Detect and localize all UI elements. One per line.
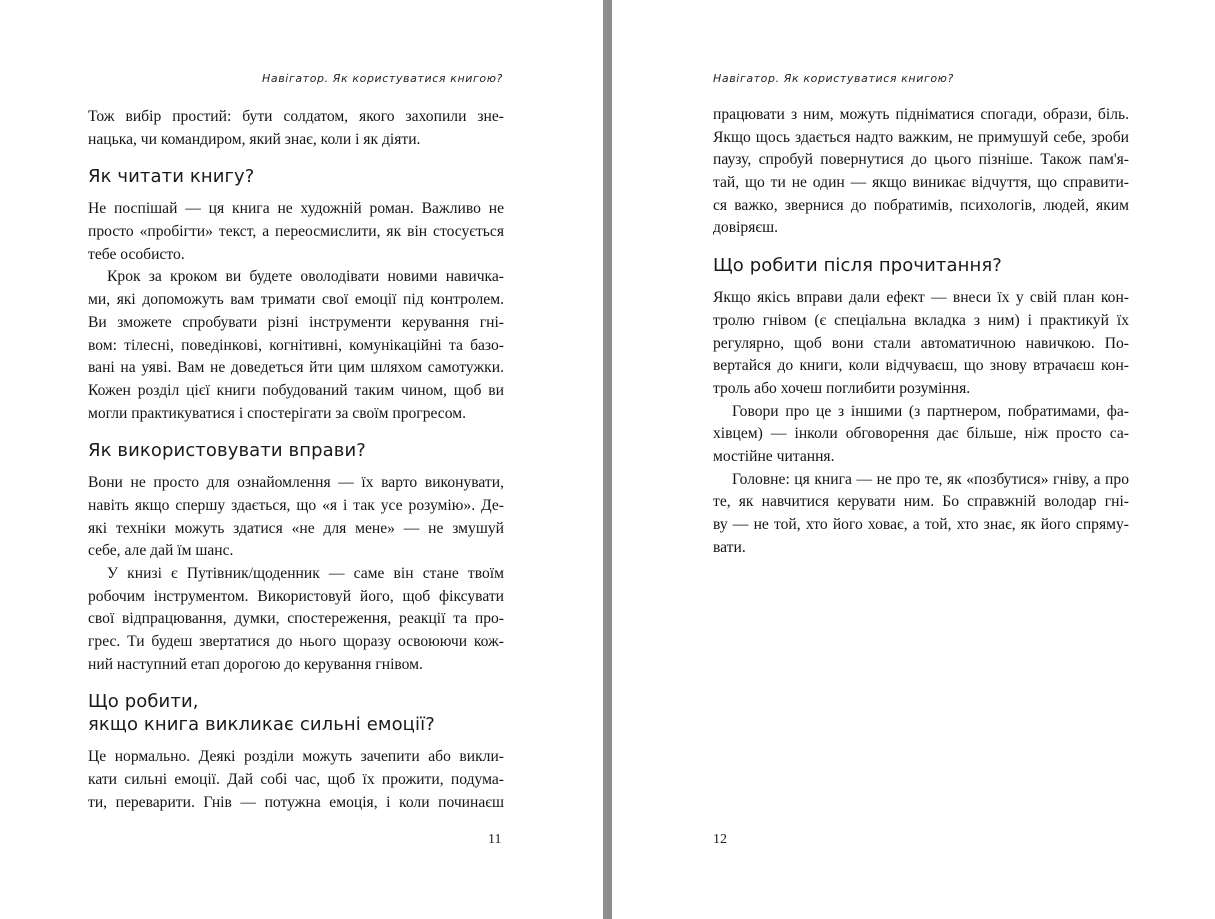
text-line: вати. [713,538,746,556]
paragraph [88,198,504,266]
right-page [612,0,1215,919]
text-line: робочим інструментом. Використовуй його, щоб фіксувати [88,587,504,605]
text-line: мостійне читання. [713,447,835,465]
text-line: себе, але дай їм шанс. [88,542,234,560]
text-line: грес. Ти будеш звертатися до нього щоразу освоюючи кож- [88,633,504,651]
left-page-body [88,106,504,815]
text-line: регулярно, щоб вони стали автоматичною навичкою. По- [713,334,1129,352]
text-line: ти, переварити. Гнів — потужна емоція, і коли починаєш [88,793,504,811]
page-number: 12 [713,832,727,847]
text-line: Вони не просто для ознайомлення — їх варто виконувати, [88,474,504,492]
text-line: ся важко, звернися до побратимів, психологів, людей, яким [713,196,1129,214]
paragraph [88,563,504,676]
text-line: ву — не той, хто його ховає, а той, хто знає, як його спряму- [713,516,1129,533]
text-line: Це нормально. Деякі розділи можуть зачепити або викли- [88,748,504,766]
paragraph [713,469,1129,560]
text-line: троль або хочеш поглибити розуміння. [713,379,971,397]
running-head: Навігатор. Як користуватися книгою? [262,72,503,85]
text-line: Крок за кроком ви будете оволодівати новими навичка- [107,268,504,286]
paragraph [88,266,504,425]
text-line: просто «пробігти» текст, а переосмислити, як він стосується [88,223,504,241]
text-line: Якщо щось здається надто важким, не примушуй себе, зроби [713,128,1129,146]
paragraph [88,746,504,814]
text-line: паузу, спробуй повернутися до цього пізніше. Також пам'я- [713,151,1129,169]
section-heading: Що робити після прочитання? [713,255,1002,277]
text-line: працювати з ним, можуть підніматися спогади, образи, біль. [713,106,1129,123]
text-line: У книзі є Путівник/щоденник — саме він стане твоїм [107,565,504,582]
section-heading-line: якщо книга викликає сильні емоції? [88,714,435,736]
text-line: свої відпрацювання, думки, спостереження, реакції та про- [88,610,504,628]
text-line: ний наступний етап дорогою до керування гнівом. [88,655,423,673]
paragraph [713,401,1129,469]
text-line: Головне: ця книга — не про те, як «позбутися» гніву, а про [732,470,1129,488]
text-line: довіряєш. [713,219,778,237]
text-line: Тож вибір простий: бути солдатом, якого захопили зне- [88,108,504,125]
paragraph [713,287,1129,400]
text-line: Ви зможете спробувати різні інструменти керування гні- [88,313,504,331]
text-line: хівцем) — інколи обговорення дає більше, ніж просто са- [713,425,1129,443]
text-line: тай, що ти не один — якщо виникає відчуття, що справити- [713,174,1129,192]
text-line: вертайся до книги, коли відчуваєш, що знову втрачаєш кон- [713,357,1129,375]
book-spine-divider [603,0,612,919]
section-heading: Як читати книгу? [88,166,255,188]
running-head: Навігатор. Як користуватися книгою? [713,72,954,85]
text-line: які техніки можуть здатися «не для мене» — не змушуй [88,519,504,537]
text-line: вом: тілесні, поведінкові, когнітивні, комунікаційні та базо- [88,336,504,354]
text-line: могли практикуватися і спостерігати за своїм прогресом. [88,404,466,422]
text-line: Якщо якісь вправи дали ефект — внеси їх у свій план кон- [713,289,1129,307]
text-line: навіть якщо спершу здається, що «я і так усе розумію». Де- [88,496,504,514]
text-line: нацька, чи командиром, який знає, коли і як діяти. [88,130,421,148]
intro-paragraph [88,106,504,151]
text-line: те, як навчитися керувати ним. Бо справжній володар гні- [713,493,1129,511]
text-line: кати сильні емоції. Дай собі час, щоб їх прожити, подума- [88,771,504,789]
text-line: тролю гнівом (є спеціальна вкладка з ним) і практикуй їх [713,311,1129,329]
text-line: Говори про це з іншими (з партнером, побратимами, фа- [732,402,1129,420]
left-page [0,0,603,919]
text-line: Кожен розділ цієї книги побудований таким чином, щоб ви [88,381,504,399]
text-line: вані на уяві. Вам не доведеться йти цим шляхом самотужки. [88,359,504,377]
text-line: Не поспішай — ця книга не художній роман. Важливо не [88,200,504,218]
section-heading: Як використовувати вправи? [88,440,366,462]
text-line: ми, які допоможуть вам тримати свої емоції під контролем. [88,291,504,309]
paragraph [713,104,1129,240]
paragraph [88,472,504,563]
section-heading-line: Що робити, [88,691,199,713]
text-line: тебе особисто. [88,245,185,263]
right-page-body [713,104,1129,559]
section-heading [88,690,504,736]
page-number: 11 [488,832,502,847]
